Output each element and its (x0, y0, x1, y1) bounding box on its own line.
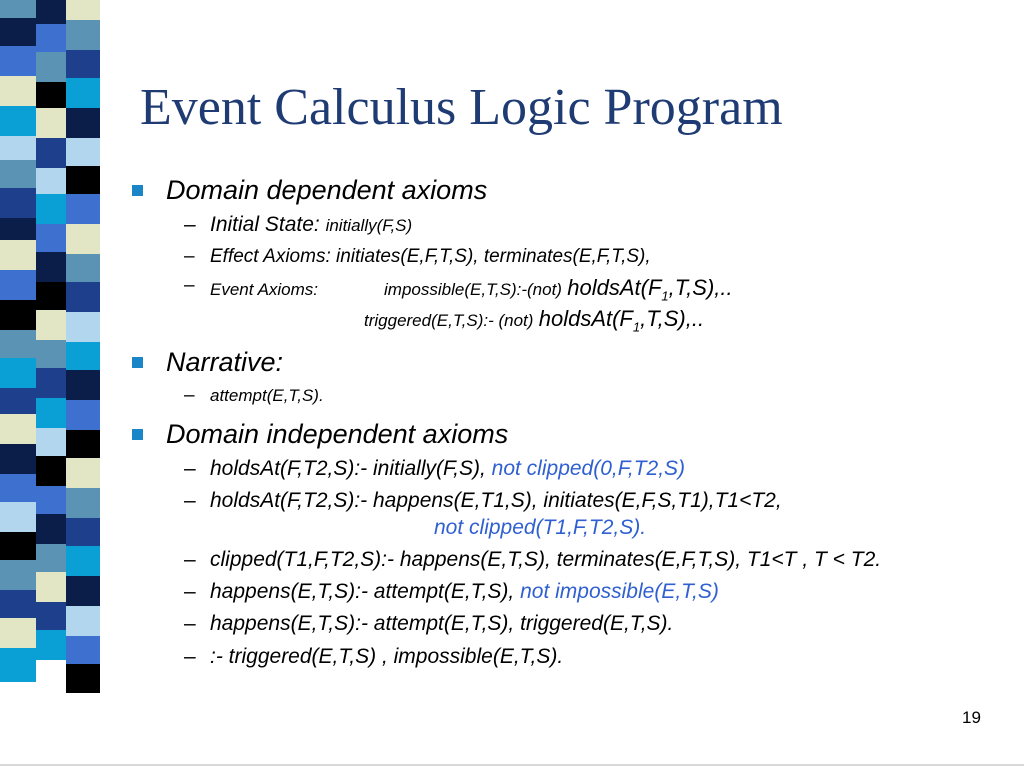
stripe-segment (66, 430, 100, 458)
stripe-segment (66, 370, 100, 400)
stripe-segment (36, 108, 66, 138)
square-bullet-icon (132, 429, 143, 440)
stripe-segment (66, 282, 100, 312)
stripe-segment (36, 428, 66, 456)
sub-bullet-happens-attempt (128, 579, 1008, 605)
bullet-narrative (128, 346, 1008, 378)
section-heading: Narrative: (166, 346, 284, 377)
dash-icon: – (184, 580, 196, 604)
stripe-column-left (0, 0, 36, 768)
dash-icon: – (184, 245, 195, 267)
stripe-segment (0, 218, 36, 240)
stripe-segment (0, 648, 36, 682)
stripe-segment (36, 572, 66, 602)
stripe-segment (0, 358, 36, 388)
stripe-segment (66, 488, 100, 518)
stripe-segment (0, 46, 36, 76)
stripe-segment (66, 664, 100, 693)
stripe-segment (36, 310, 66, 340)
stripe-segment (66, 576, 100, 606)
axiom-text: :- triggered(E,T,S) , impossible(E,T,S). (210, 644, 564, 668)
stripe-segment (36, 282, 66, 310)
stripe-segment (66, 400, 100, 430)
initial-state-label: Initial State: (210, 213, 320, 237)
decorative-stripe-bar (0, 0, 100, 768)
section-heading: Domain dependent axioms (166, 175, 488, 205)
stripe-segment (66, 138, 100, 166)
sub-bullet-clipped (128, 547, 1008, 573)
stripe-segment (66, 606, 100, 636)
bullet-domain-dependent (128, 174, 1008, 206)
stripe-segment (36, 514, 66, 544)
event-axiom-holdsat-2 (538, 306, 705, 335)
stripe-segment (36, 602, 66, 630)
stripe-segment (66, 636, 100, 664)
stripe-segment (66, 546, 100, 576)
stripe-segment (36, 138, 66, 168)
sub-bullet-constraint (128, 644, 1008, 670)
holdsat-suffix: ,T,S),.. (668, 275, 733, 301)
stripe-segment (36, 368, 66, 398)
stripe-segment (36, 0, 66, 24)
stripe-segment (0, 160, 36, 188)
dash-icon: – (184, 644, 196, 668)
axiom-continuation (210, 515, 1008, 541)
stripe-segment (0, 136, 36, 160)
stripe-segment (66, 78, 100, 108)
page-number: 19 (962, 708, 981, 727)
stripe-segment (0, 270, 36, 300)
stripe-segment (36, 52, 66, 82)
stripe-segment (0, 18, 36, 46)
stripe-segment (36, 340, 66, 368)
dash-icon: – (184, 213, 196, 237)
stripe-segment (36, 630, 66, 660)
axiom-text: happens(E,T,S):- attempt(E,T,S), triggered(E,T,S). (210, 612, 674, 636)
stripe-segment (36, 544, 66, 572)
axiom-highlight: not impossible(E,T,S) (520, 580, 719, 604)
dash-icon: – (184, 612, 196, 636)
stripe-segment (36, 194, 66, 224)
axiom-highlight: not clipped(0,F,T2,S) (491, 457, 686, 481)
slide-content (128, 168, 1008, 670)
stripe-segment (66, 108, 100, 138)
sub-bullet-initial-state (128, 212, 1008, 238)
sub-bullet-attempt (128, 384, 1008, 408)
initial-state-value: initially(F,S) (325, 216, 413, 236)
dash-icon: – (184, 547, 196, 571)
axiom-text: holdsAt(F,T2,S):- initially(F,S), (210, 457, 486, 481)
stripe-column-middle (36, 0, 66, 768)
axiom-highlight: not clipped(T1,F,T2,S). (434, 515, 647, 539)
axiom-text: happens(E,T,S):- attempt(E,T,S), (210, 580, 515, 604)
event-axioms-label: Event Axioms: (210, 280, 319, 300)
holdsat-subscript: 1 (661, 288, 669, 304)
event-axiom-triggered: triggered(E,T,S):- (not) (364, 311, 534, 331)
holdsat-prefix: holdsAt(F (567, 275, 662, 301)
axiom-text: holdsAt(F,T2,S):- happens(E,T1,S), initiates(E,F,S,T1),T1<T2, (210, 489, 782, 513)
axiom-text: clipped(T1,F,T2,S):- happens(E,T,S), terminates(E,F,T,S), T1<T , T < T2. (210, 547, 882, 571)
stripe-segment (0, 560, 36, 590)
stripe-segment (66, 20, 100, 50)
dash-icon: – (184, 275, 195, 297)
stripe-segment (0, 330, 36, 358)
holdsat-subscript: 1 (632, 319, 641, 335)
stripe-segment (0, 590, 36, 618)
dash-icon: – (184, 489, 196, 513)
stripe-segment (66, 0, 100, 20)
sub-bullet-effect-axioms (128, 245, 1008, 269)
stripe-segment (0, 502, 36, 532)
bottom-divider (0, 764, 1024, 766)
stripe-segment (66, 254, 100, 282)
stripe-segment (0, 474, 36, 502)
stripe-segment (66, 224, 100, 254)
event-axiom-continuation (128, 305, 1008, 336)
square-bullet-icon (132, 357, 143, 368)
stripe-segment (0, 388, 36, 414)
effect-axioms-text: Effect Axioms: initiates(E,F,T,S), terminates(E,F,T,S), (210, 245, 651, 267)
stripe-segment (36, 456, 66, 486)
stripe-column-right (66, 0, 100, 768)
stripe-segment (0, 0, 36, 18)
stripe-segment (66, 194, 100, 224)
stripe-segment (66, 50, 100, 78)
stripe-segment (36, 24, 66, 52)
stripe-segment (36, 168, 66, 194)
event-axiom-holdsat-1 (567, 275, 733, 304)
stripe-segment (66, 342, 100, 370)
holdsat-suffix: ,T,S),.. (640, 306, 705, 332)
stripe-segment (0, 444, 36, 474)
sub-bullet-event-axioms (128, 274, 1008, 335)
stripe-segment (36, 660, 66, 689)
slide-title: Event Calculus Logic Program (140, 79, 783, 136)
stripe-segment (66, 312, 100, 342)
stripe-segment (36, 224, 66, 252)
bullet-domain-independent (128, 418, 1008, 450)
stripe-segment (0, 414, 36, 444)
stripe-segment (36, 486, 66, 514)
dash-icon: – (184, 385, 195, 407)
sub-bullet-holdsat-initially (128, 456, 1008, 482)
stripe-segment (66, 166, 100, 194)
stripe-segment (66, 458, 100, 488)
stripe-segment (0, 106, 36, 136)
stripe-segment (66, 518, 100, 546)
section-heading: Domain independent axioms (166, 418, 509, 449)
stripe-segment (0, 618, 36, 648)
stripe-segment (36, 252, 66, 282)
narrative-item: attempt(E,T,S). (210, 386, 324, 406)
stripe-segment (0, 300, 36, 330)
stripe-segment (0, 76, 36, 106)
stripe-segment (36, 398, 66, 428)
stripe-segment (0, 188, 36, 218)
holdsat-prefix: holdsAt(F (538, 306, 633, 332)
sub-bullet-holdsat-happens (128, 488, 1008, 541)
dash-icon: – (184, 457, 196, 481)
stripe-segment (0, 532, 36, 560)
sub-bullet-happens-triggered (128, 611, 1008, 637)
stripe-segment (0, 240, 36, 270)
stripe-segment (36, 82, 66, 108)
event-axiom-impossible: impossible(E,T,S):-(not) (384, 280, 562, 300)
square-bullet-icon (132, 185, 143, 196)
